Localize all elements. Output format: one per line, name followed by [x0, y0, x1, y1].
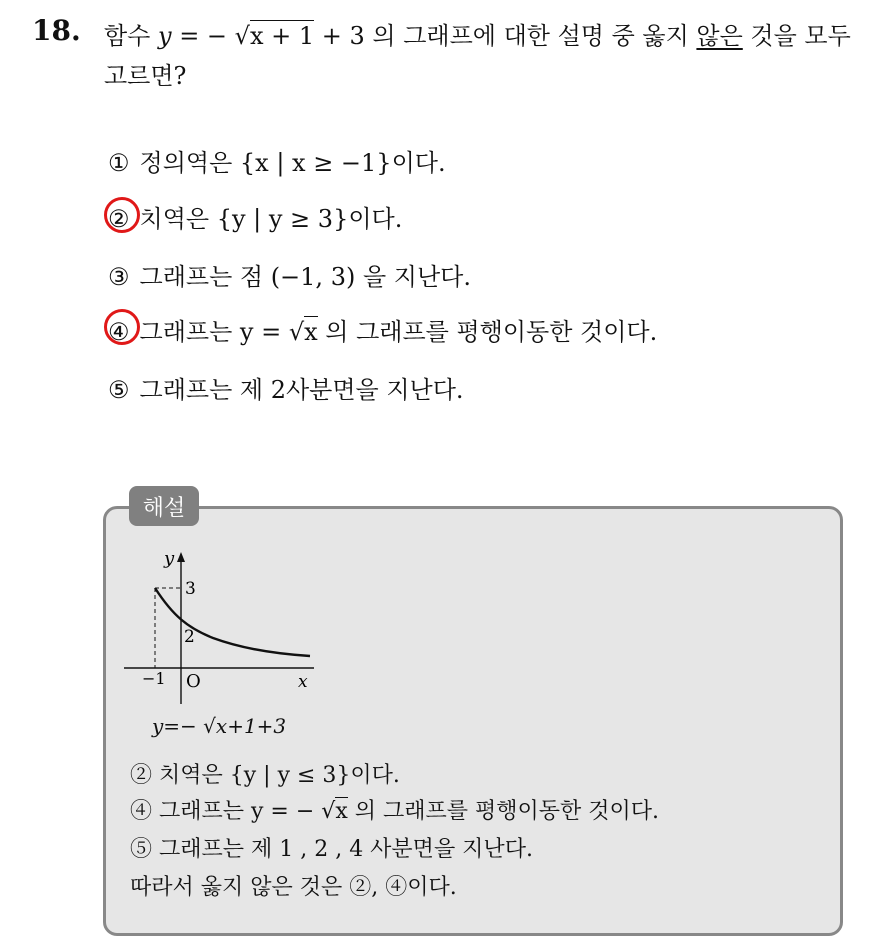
option-1-text: 정의역은 {x | x ≥ −1}이다.	[139, 149, 446, 177]
option-1-symbol: ①	[108, 149, 130, 177]
solution-line2	[130, 794, 659, 825]
solution-line3: ⑤ 그래프는 제 1 , 2 , 4 사분면을 지난다.	[130, 837, 533, 862]
option-4-radicand: x	[304, 318, 318, 346]
function-tail: + 3	[314, 22, 365, 50]
option-2-symbol: ②	[108, 205, 130, 233]
origin-label: O	[186, 671, 201, 692]
option-4-symbol: ④	[108, 318, 130, 346]
stem-mid: 의 그래프에 대한 설명 중 옳지	[372, 22, 697, 50]
option-2-text: 치역은 {y | y ≥ 3}이다.	[139, 205, 403, 233]
function-radicand: x + 1	[249, 22, 315, 50]
question-number: 18.	[32, 14, 81, 47]
option-4-text-post: 의 그래프를 평행이동한 것이다.	[317, 318, 658, 346]
solution-graph	[118, 546, 318, 706]
stem-prefix: 함수	[104, 22, 158, 50]
option-3-text: 그래프는 점 (−1, 3) 을 지난다.	[139, 263, 471, 291]
question-stem-line2: 고르면?	[104, 62, 187, 90]
function-lhs: y = −	[158, 22, 235, 50]
solution-line2-post: 의 그래프를 평행이동한 것이다.	[347, 799, 659, 824]
option-1[interactable]	[108, 143, 446, 178]
solution-line1: ② 치역은 {y | y ≤ 3}이다.	[130, 763, 400, 788]
stem-emphasis: 않은	[696, 22, 743, 50]
option-3-symbol: ③	[108, 263, 130, 291]
sqrt-sign: √	[234, 22, 250, 50]
tick-y-mid: 2	[184, 627, 195, 647]
y-axis-label: y	[164, 548, 175, 569]
solution-line2-radicand: x	[335, 799, 348, 824]
option-2[interactable]	[108, 199, 402, 234]
tick-y-top: 3	[185, 579, 196, 599]
tick-x: −1	[142, 669, 166, 688]
option-5[interactable]	[108, 370, 464, 405]
solution-line4: 따라서 옳지 않은 것은 ②, ④이다.	[130, 875, 457, 900]
question-stem-line1	[104, 16, 851, 51]
stem-end: 것을 모두	[742, 22, 851, 50]
curve	[155, 588, 310, 656]
solution-line2-pre: ④ 그래프는 y = −	[130, 799, 322, 824]
option-4-text-pre: 그래프는 y =	[139, 318, 289, 346]
option-4[interactable]	[108, 312, 657, 347]
solution-tag: 해설	[129, 486, 199, 526]
option-5-symbol: ⑤	[108, 376, 130, 404]
y-axis-arrow-icon	[177, 552, 185, 562]
sqrt-sign: √	[321, 799, 336, 824]
graph-caption: y=− √x+1+3	[152, 714, 287, 738]
option-3[interactable]	[108, 257, 471, 292]
sqrt-sign: √	[288, 318, 305, 346]
option-5-text: 그래프는 제 2사분면을 지난다.	[139, 376, 464, 404]
x-axis-label: x	[298, 672, 308, 692]
